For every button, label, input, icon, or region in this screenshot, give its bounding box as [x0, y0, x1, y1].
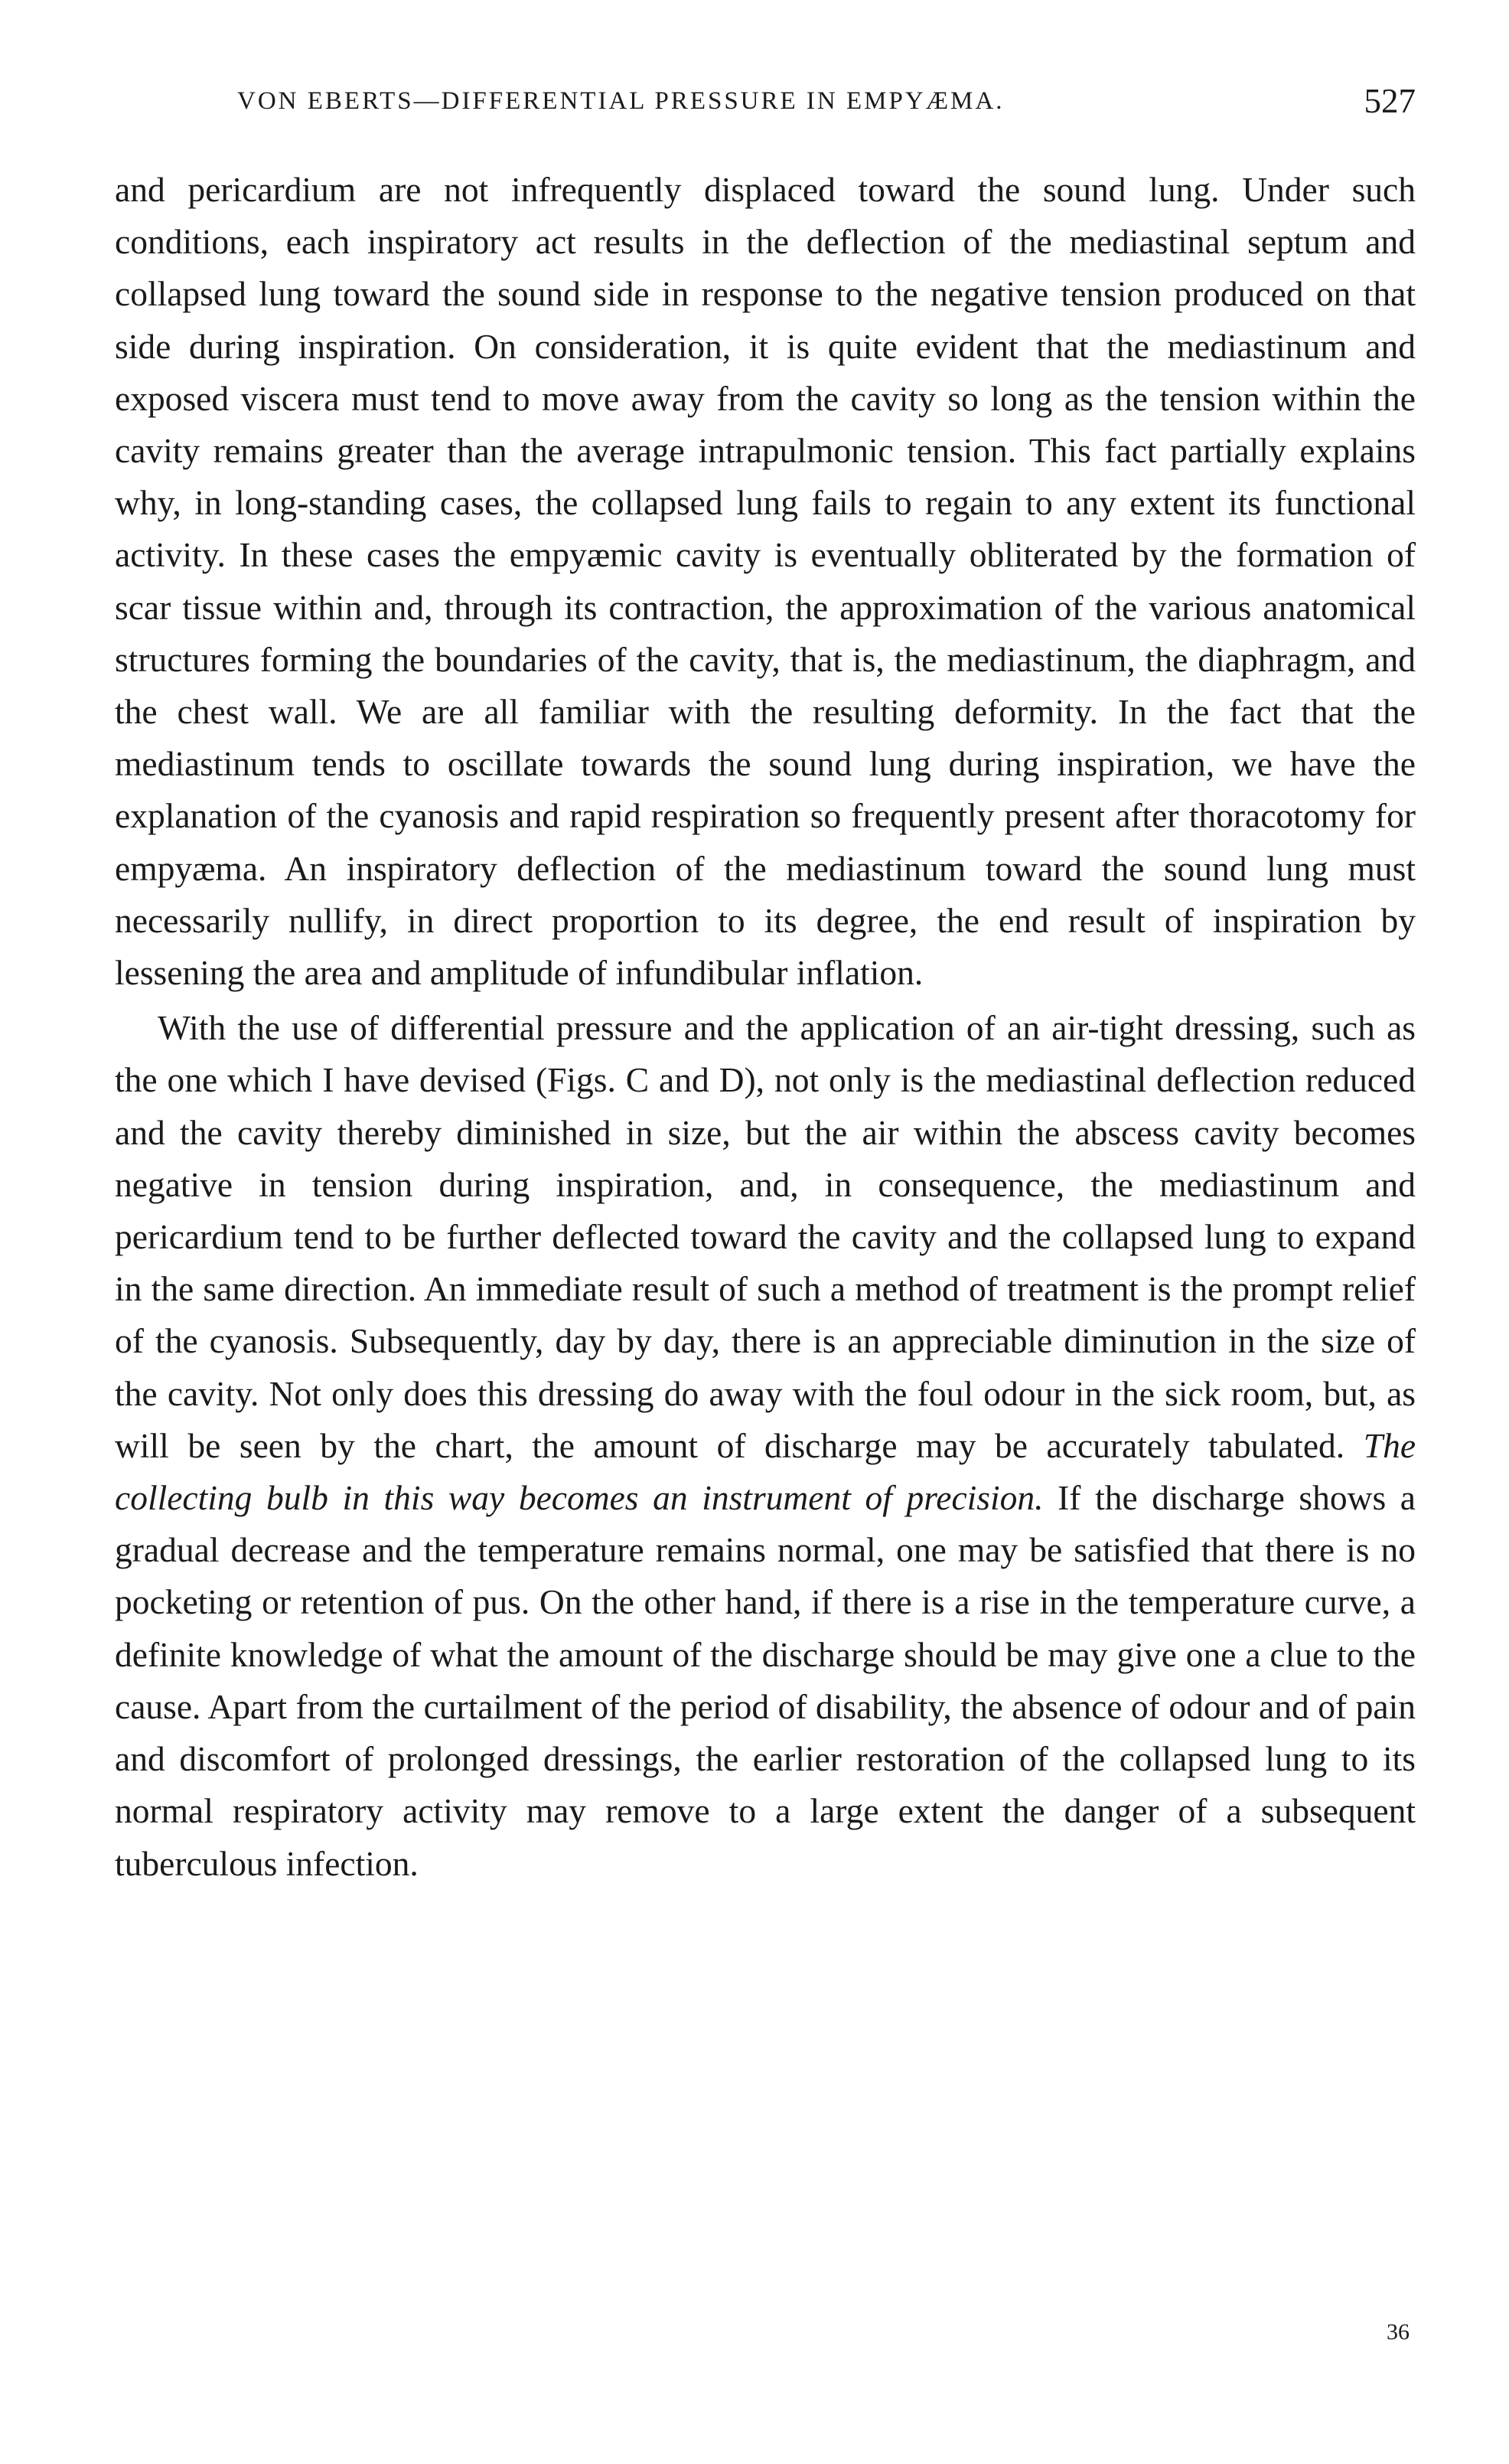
paragraph-2-part-2: If the discharge shows a gradual decrease and the temperature remains normal, one may be satisfied that there is no pocketing or retention of pus. On the other hand, if there is a rise in the temperature curve, a definite knowledge of what the amount of the discharge should be may give one a clue to the cause. Apart from the curtailment of the period of disability, the absence of odour and of pain and discomfort of prolonged dressings, the earlier restoration of the collapsed lung to its normal respiratory activity may remove to a large extent the danger of a subsequent tuberculous infection.	[115, 1478, 1416, 1883]
paragraph-2	[115, 1002, 1416, 1889]
document-page	[115, 84, 1416, 1890]
paragraph-2-part-1: With the use of differential pressure and the application of an air-tight dressing, such as the one which I have devised (Figs. C and D), not only is the mediastinal deflection reduced and the cavity thereby diminished in size, but the air within the abscess cavity becomes negative in tension during inspiration, and, in consequence, the mediastinum and pericardium tend to be further deflected toward the cavity and the collapsed lung to expand in the same direction. An immediate result of such a method of treatment is the prompt relief of the cyanosis. Subsequently, day by day, there is an appreciable diminution in the size of the cavity. Not only does this dressing do away with the foul odour in the sick room, but, as will be seen by the chart, the amount of discharge may be accurately tabulated.	[115, 1008, 1416, 1465]
signature-mark: 36	[1387, 2319, 1410, 2345]
body-text	[115, 164, 1416, 1890]
page-number: 527	[1364, 82, 1416, 120]
running-head	[115, 84, 1416, 138]
paragraph-1: and pericardium are not infrequently displaced toward the sound lung. Under such conditions, each inspiratory act results in the deflection of the mediastinal septum and collapsed lung toward the sound side in response to the negative tension produced on that side during inspiration. On consideration, it is quite evident that the mediastinum and exposed viscera must tend to move away from the cavity so long as the tension within the cavity remains greater than the average intrapulmonic tension. This fact partially explains why, in long-standing cases, the collapsed lung fails to regain to any extent its functional activity. In these cases the empyæmic cavity is eventually obliterated by the formation of scar tissue within and, through its contraction, the approximation of the various anatomical structures forming the boundaries of the cavity, that is, the mediastinum, the diaphragm, and the chest wall. We are all familiar with the resulting deformity. In the fact that the mediastinum tends to oscillate towards the sound lung during inspiration, we have the explanation of the cyanosis and rapid respiration so frequently present after thoracotomy for empyæma. An inspiratory deflection of the mediastinum toward the sound lung must necessarily nullify, in direct proportion to its degree, the end result of inspiration by lessening the area and amplitude of infundibular inflation.	[115, 170, 1416, 993]
paragraph-2-italic: The collecting bulb in this way becomes an instrument of precision.	[115, 1425, 1416, 1518]
running-title: VON EBERTS—DIFFERENTIAL PRESSURE IN EMPYÆMA.	[237, 87, 1005, 115]
